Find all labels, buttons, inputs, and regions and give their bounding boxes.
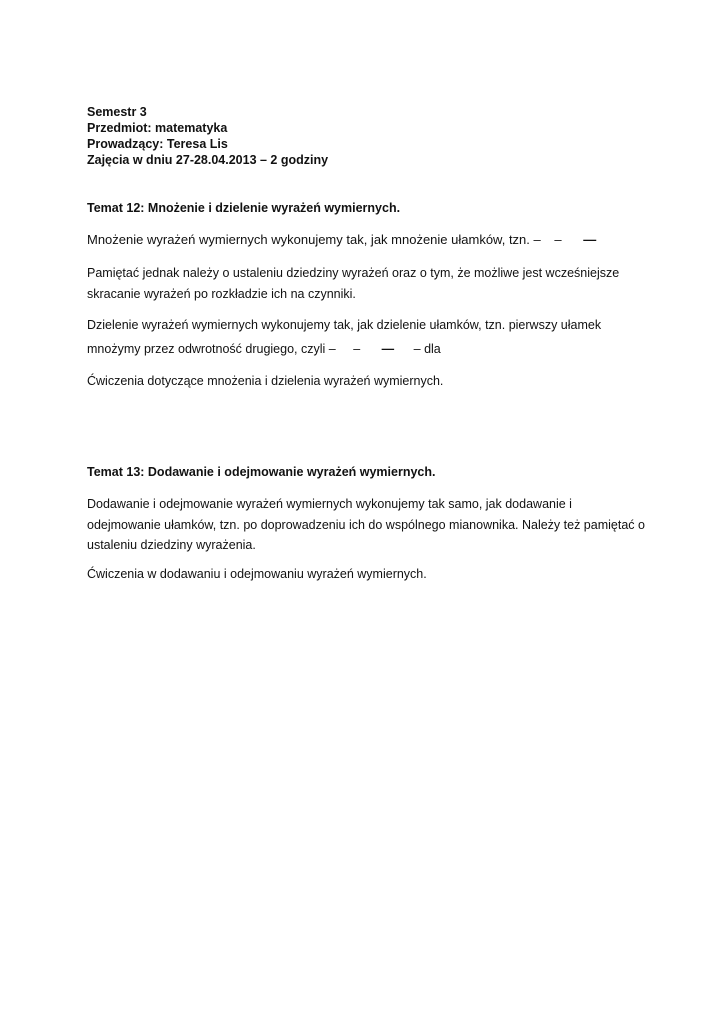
fraction-placeholder: –: [328, 341, 336, 356]
topic-13-title: Temat 13: Dodawanie i odejmowanie wyrażeń wymiernych.: [87, 465, 436, 479]
topic-13-exercises: Ćwiczenia w dodawaniu i odejmowaniu wyrażeń wymiernych.: [87, 567, 427, 581]
multiplication-text: Mnożenie wyrażeń wymiernych wykonujemy tak, jak mnożenie ułamków, tzn.: [87, 232, 530, 247]
division-line-2-text: mnożymy przez odwrotność drugiego, czyli: [87, 341, 326, 356]
semester-line: Semestr 3: [87, 105, 147, 119]
addition-paragraph: Dodawanie i odejmowanie wyrażeń wymiernych wykonujemy tak samo, jak dodawanie i odejmowanie ułamków, tzn. po doprowadzeniu ich do wspólnego mianownika. Należy też pamiętać o ustaleniu dziedziny wyrażenia.: [87, 497, 645, 552]
document-header: [87, 104, 328, 168]
fraction-placeholder: –: [533, 232, 541, 247]
division-paragraph: [87, 315, 647, 359]
fraction-placeholder: —: [381, 341, 395, 356]
fraction-placeholder: –: [413, 341, 421, 356]
division-line-2: [87, 339, 647, 360]
subject-line: Przedmiot: matematyka: [87, 121, 228, 135]
fraction-placeholder: —: [583, 232, 597, 247]
domain-remember-paragraph: Pamiętać jednak należy o ustaleniu dziedziny wyrażeń oraz o tym, że możliwe jest wcześniejsze skracanie wyrażeń po rozkładzie ich na czynniki.: [87, 266, 620, 301]
topic-12-exercises: Ćwiczenia dotyczące mnożenia i dzielenia wyrażeń wymiernych.: [87, 374, 444, 388]
fraction-placeholder: –: [554, 232, 562, 247]
fraction-placeholder: –: [353, 341, 361, 356]
division-suffix: dla: [424, 341, 441, 356]
classes-date-line: Zajęcia w dniu 27-28.04.2013 – 2 godziny: [87, 153, 329, 167]
multiplication-paragraph: [87, 230, 647, 251]
teacher-line: Prowadzący: Teresa Lis: [87, 137, 228, 151]
division-line-1: Dzielenie wyrażeń wymiernych wykonujemy tak, jak dzielenie ułamków, tzn. pierwszy ułamek: [87, 318, 602, 332]
topic-12-title: Temat 12: Mnożenie i dzielenie wyrażeń wymiernych.: [87, 201, 401, 215]
